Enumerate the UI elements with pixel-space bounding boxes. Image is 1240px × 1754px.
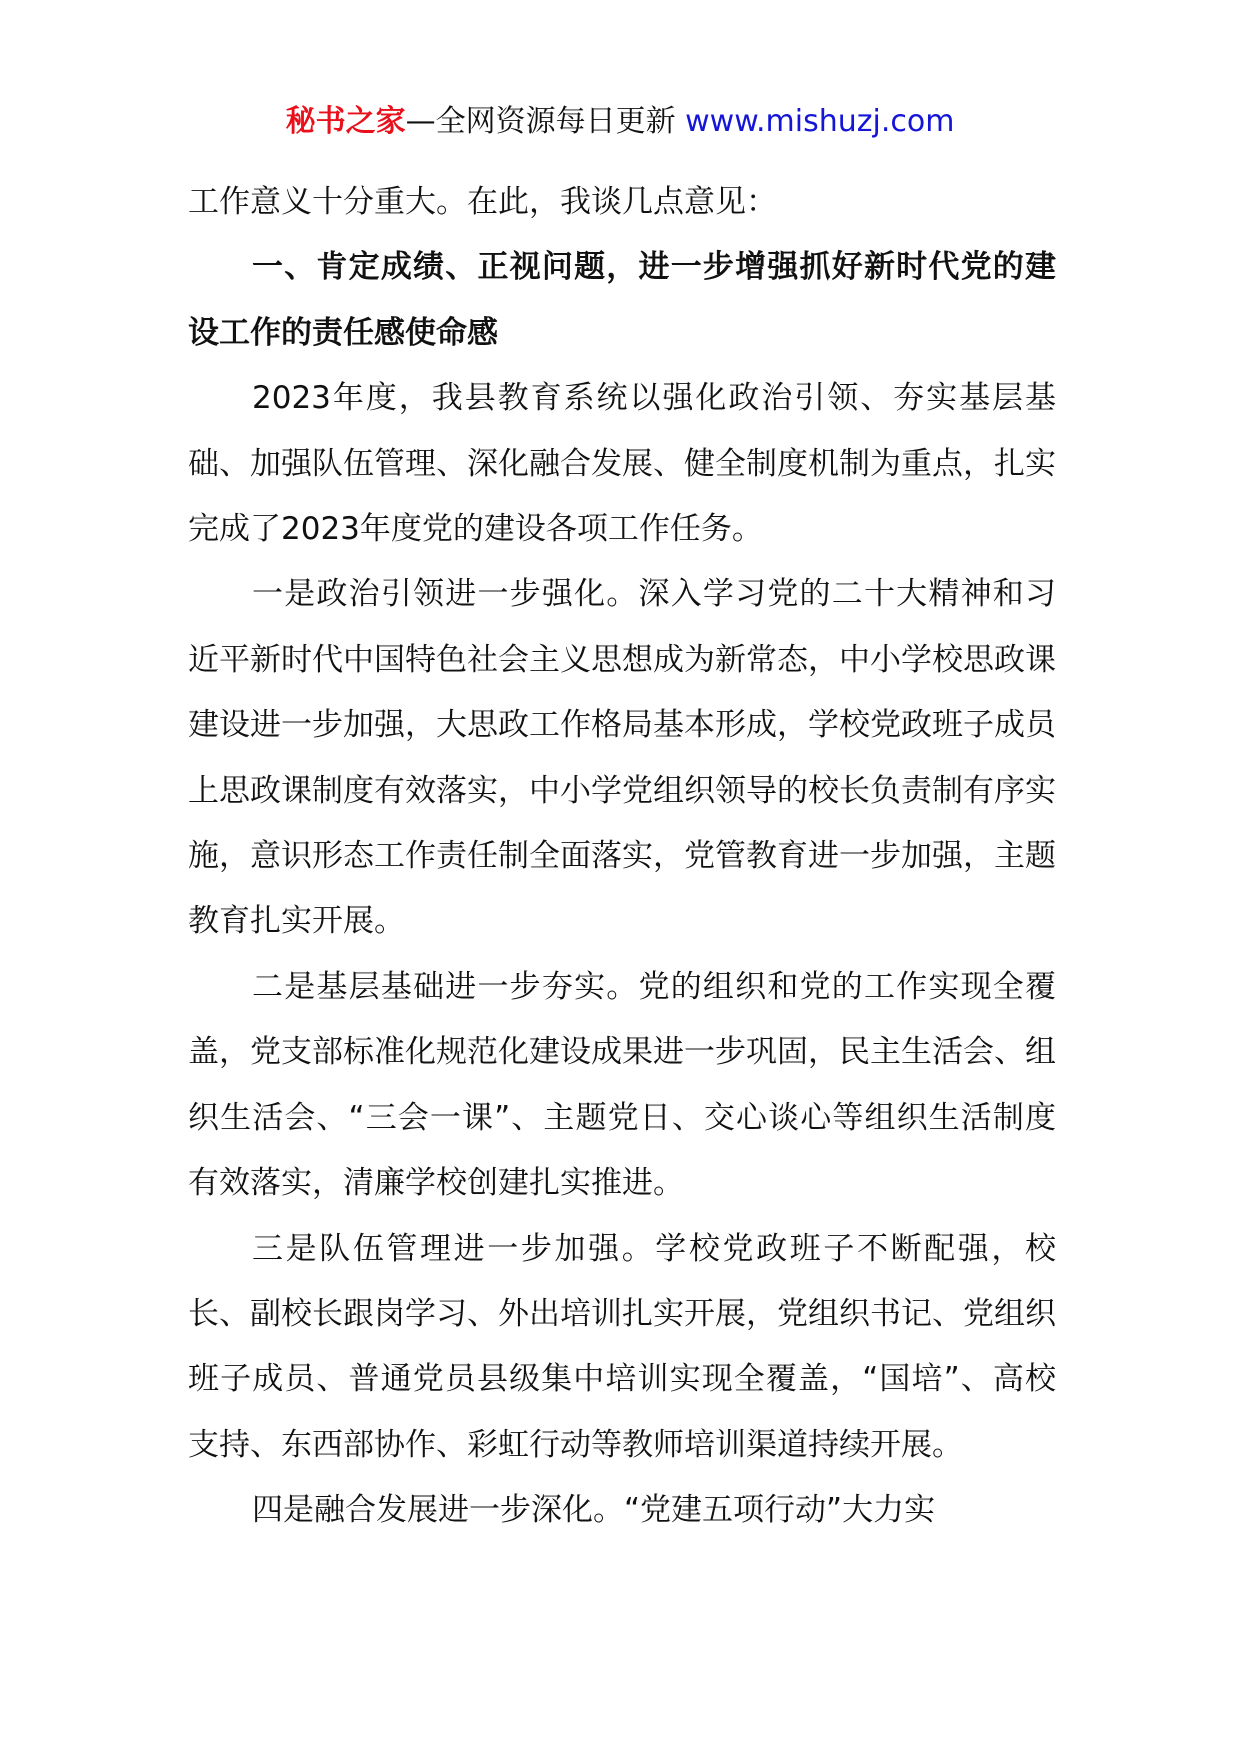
brand-name: 秘书之家 [285,104,406,139]
paragraph-team: 三是队伍管理进一步加强。学校党政班子不断配强，校长、副校长跟岗学习、外出培训扎实开展，党组织书记、党组织班子成员、普通党员县级集中培训实现全覆盖，“国培”、高校支持、东西部协作、彩虹行动等教师培训渠道持续开展。 [188,1230,1056,1463]
document-body [188,170,1056,1544]
paragraph-intro: 工作意义十分重大。在此，我谈几点意见： [188,184,777,220]
paragraph-political: 一是政治引领进一步强化。深入学习党的二十大精神和习近平新时代中国特色社会主义思想成为新常态，中小学校思政课建设进一步加强，大思政工作格局基本形成，学校党政班子成员上思政课制度有效落实，中小学党组织领导的校长负责制有序实施，意识形态工作责任制全面落实，党管教育进一步加强，主题教育扎实开展。 [188,576,1056,940]
paragraph-summary: 2023年度，我县教育系统以强化政治引领、夯实基层基础、加强队伍管理、深化融合发展、健全制度机制为重点，扎实完成了2023年度党的建设各项工作任务。 [188,380,1056,548]
site-url-link[interactable]: www.mishuzj.com [685,104,955,139]
site-header [0,100,1240,144]
paragraph-grassroots: 二是基层基础进一步夯实。党的组织和党的工作实现全覆盖，党支部标准化规范化建设成果进一步巩固，民主生活会、组织生活会、“三会一课”、主题党日、交心谈心等组织生活制度有效落实，清廉学校创建扎实推进。 [188,968,1056,1202]
section-heading: 一、肯定成绩、正视问题，进一步增强抓好新时代党的建设工作的责任感使命感 [188,249,1056,351]
header-tagline: —全网资源每日更新 [405,104,686,139]
paragraph-integration: 四是融合发展进一步深化。“党建五项行动”大力实 [252,1492,936,1529]
